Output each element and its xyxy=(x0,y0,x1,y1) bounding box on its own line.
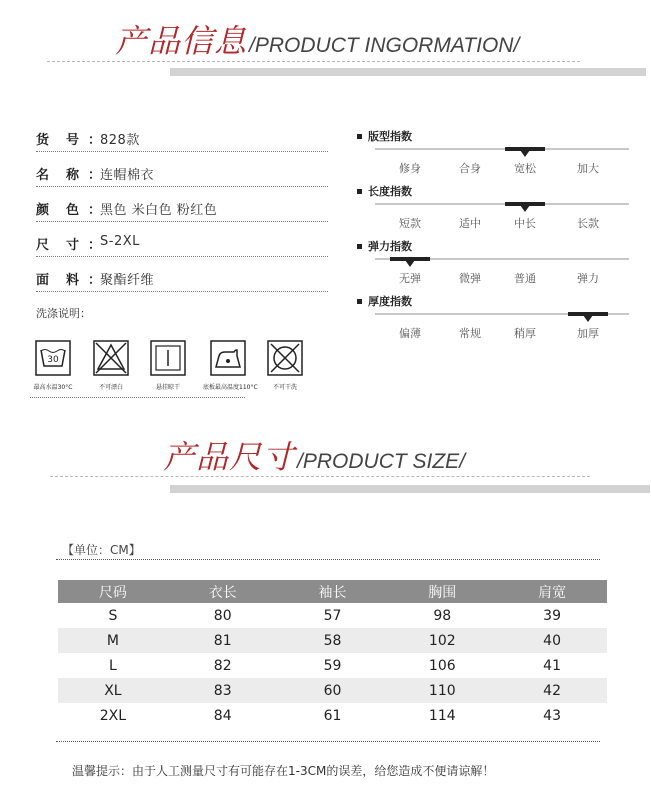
info-key: 尺 寸 xyxy=(36,238,82,253)
info-colon: ： xyxy=(88,133,102,148)
index-option: 加厚 xyxy=(577,327,599,340)
table-cell: 106 xyxy=(428,657,456,674)
info-title-en: /PRODUCT INGORMATION/ xyxy=(249,34,520,57)
table-cell: 84 xyxy=(213,707,232,724)
iron-icon xyxy=(210,340,246,376)
table-cell: 61 xyxy=(323,707,342,724)
index-option: 偏薄 xyxy=(399,327,421,340)
size-table xyxy=(58,580,607,728)
info-value: S-2XL xyxy=(100,234,140,249)
table-cell: 110 xyxy=(387,678,497,703)
header-chest: 胸围 xyxy=(387,580,497,603)
table-cell: 39 xyxy=(543,607,561,624)
no-dry-clean-item xyxy=(260,340,310,391)
index-option: 常规 xyxy=(459,327,481,340)
info-key: 面 料 xyxy=(36,273,82,288)
table-cell: L xyxy=(108,657,117,674)
info-row xyxy=(36,267,328,292)
index-option: 长款 xyxy=(577,217,599,230)
wash-caption: 最高水温30°C xyxy=(33,384,73,391)
header-sleeve: 袖长 xyxy=(278,580,388,603)
info-row xyxy=(36,162,328,187)
no-bleach-item xyxy=(86,340,136,391)
index-title: 版型指数 xyxy=(357,128,412,144)
index-track xyxy=(375,148,629,150)
size-gray-bar xyxy=(170,485,650,493)
size-title-en: /PRODUCT SIZE/ xyxy=(297,450,466,473)
table-cell: 40 xyxy=(497,628,607,653)
table-row xyxy=(58,653,607,678)
wash-temp-text: 30 xyxy=(47,355,59,365)
table-cell: S xyxy=(108,607,118,624)
header-size: 尺码 xyxy=(58,580,168,603)
measurement-tip: 温馨提示：由于人工测量尺寸有可能存在1-3CM的误差，给您造成不便请谅解！ xyxy=(72,764,495,778)
info-value: 828款 xyxy=(100,133,140,148)
iron-item xyxy=(203,340,258,391)
wash-label: 洗涤说明： xyxy=(36,307,91,320)
unit-label: 【单位：CM】 xyxy=(62,543,141,557)
info-row xyxy=(36,232,328,257)
table-cell: 80 xyxy=(213,607,232,624)
index-title: 长度指数 xyxy=(357,183,412,199)
header-length: 衣长 xyxy=(168,580,278,603)
table-header-row xyxy=(58,580,607,603)
info-key: 颜 色 xyxy=(36,203,82,218)
index-title: 厚度指数 xyxy=(357,293,412,309)
info-colon: ： xyxy=(88,238,102,253)
index-marker-icon xyxy=(405,260,415,267)
index-marker-icon xyxy=(520,150,530,157)
header-shoulder: 肩宽 xyxy=(497,580,607,603)
table-top-divider xyxy=(56,559,600,560)
table-cell: M xyxy=(58,628,168,653)
info-row xyxy=(36,197,328,222)
table-cell: 114 xyxy=(428,707,456,724)
size-section-title xyxy=(163,432,465,478)
index-track xyxy=(375,258,629,260)
index-option: 合身 xyxy=(459,162,481,175)
no-dry-clean-icon xyxy=(267,340,303,376)
info-value: 黑色 米白色 粉红色 xyxy=(100,203,218,218)
index-option: 中长 xyxy=(514,217,536,230)
info-section-title xyxy=(115,16,519,62)
index-option: 适中 xyxy=(459,217,481,230)
index-title: 弹力指数 xyxy=(357,238,412,254)
size-dash-divider xyxy=(50,476,590,477)
table-cell: 102 xyxy=(387,628,497,653)
table-cell: 42 xyxy=(497,678,607,703)
table-cell: 82 xyxy=(213,657,232,674)
info-colon: ： xyxy=(88,203,102,218)
info-dash-divider xyxy=(47,61,580,62)
table-cell: 81 xyxy=(168,628,278,653)
wash-caption: 不可干洗 xyxy=(272,384,297,391)
table-cell: 98 xyxy=(433,607,452,624)
index-option: 无弹 xyxy=(399,272,421,285)
index-option: 修身 xyxy=(399,162,421,175)
table-row xyxy=(58,603,607,628)
table-bottom-divider xyxy=(56,741,600,742)
size-title-cn: 产品尺寸 xyxy=(163,438,296,476)
table-row xyxy=(58,678,607,703)
index-marker-icon xyxy=(520,205,530,212)
table-row xyxy=(58,703,607,728)
info-key: 名 称 xyxy=(36,168,82,183)
index-option: 稍厚 xyxy=(514,327,536,340)
table-cell: 59 xyxy=(323,657,342,674)
info-title-cn: 产品信息 xyxy=(115,22,248,60)
index-option: 弹力 xyxy=(577,272,599,285)
table-row xyxy=(58,628,607,653)
no-bleach-icon xyxy=(93,340,129,376)
info-gray-bar xyxy=(170,68,646,76)
index-track xyxy=(375,203,629,205)
index-option: 加大 xyxy=(577,162,599,175)
index-track xyxy=(375,313,629,315)
info-colon: ： xyxy=(88,168,102,183)
table-cell: 60 xyxy=(278,678,388,703)
wash-divider xyxy=(30,397,245,398)
wash-caption: 不可漂白 xyxy=(98,384,123,391)
hang-dry-item xyxy=(143,340,193,391)
table-cell: XL xyxy=(58,678,168,703)
wash-30-item xyxy=(28,340,78,391)
table-cell: 57 xyxy=(323,607,342,624)
index-marker-icon xyxy=(583,315,593,322)
table-cell: 41 xyxy=(543,657,561,674)
wash-caption: 悬挂晾干 xyxy=(155,384,180,391)
info-row xyxy=(36,127,328,152)
index-option: 普通 xyxy=(514,272,536,285)
table-cell: 43 xyxy=(543,707,561,724)
table-cell: 58 xyxy=(278,628,388,653)
info-colon: ： xyxy=(88,273,102,288)
hang-dry-icon xyxy=(150,340,186,376)
index-option: 短款 xyxy=(399,217,421,230)
wash-caption: 底板最高温度110°C xyxy=(203,384,258,391)
index-option: 微弹 xyxy=(459,272,481,285)
index-option: 宽松 xyxy=(514,162,536,175)
info-value: 连帽棉衣 xyxy=(100,168,155,183)
wash-30-icon xyxy=(35,340,71,376)
table-cell: 2XL xyxy=(99,707,127,724)
table-cell: 83 xyxy=(168,678,278,703)
info-value: 聚酯纤维 xyxy=(100,273,155,288)
info-key: 货 号 xyxy=(36,133,82,148)
